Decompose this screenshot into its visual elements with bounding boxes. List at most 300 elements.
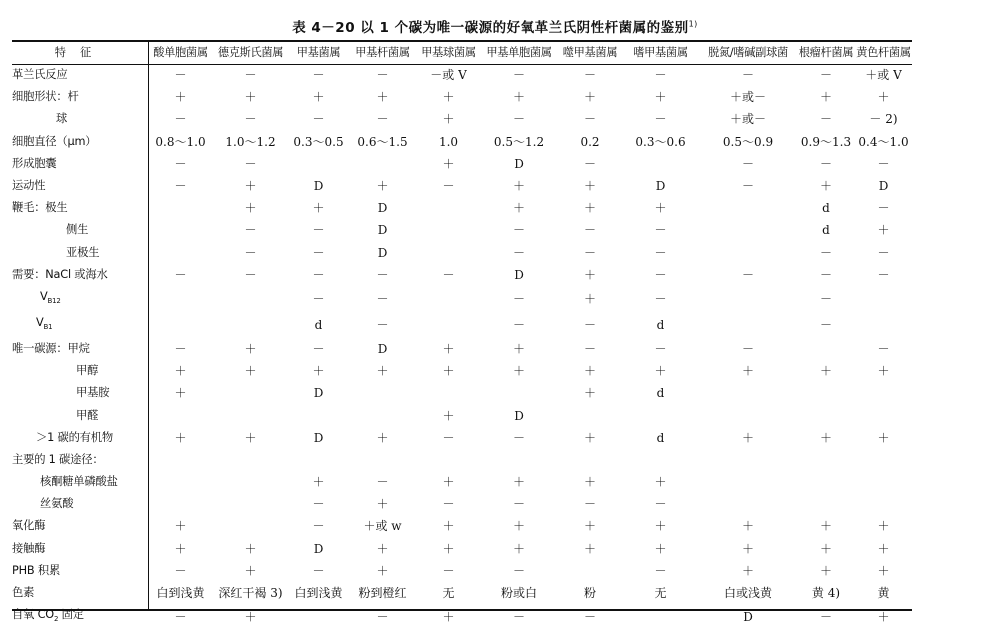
table-cell: － bbox=[312, 519, 325, 534]
table-cell: ＋ bbox=[654, 541, 667, 556]
row-label: 丝氨酸 bbox=[40, 497, 74, 511]
table-cell: ＋ bbox=[244, 341, 257, 356]
table-cell: － bbox=[312, 341, 325, 356]
table-cell bbox=[349, 153, 416, 175]
table-cell: ＋ bbox=[583, 291, 596, 306]
table-cell bbox=[416, 197, 481, 219]
table-cell: ＋ bbox=[442, 156, 455, 171]
table-cell: ＋ bbox=[877, 223, 890, 238]
table-cell: － bbox=[654, 245, 667, 260]
table-cell: － bbox=[654, 267, 667, 282]
row-label: 需要：NaCl 或海水 bbox=[12, 267, 108, 281]
table-cell bbox=[288, 604, 349, 630]
table-row bbox=[12, 131, 913, 153]
table-cell: － bbox=[512, 610, 525, 625]
table-cell: ＋ bbox=[512, 201, 525, 216]
table-cell: － bbox=[312, 291, 325, 306]
table-cell bbox=[798, 493, 854, 515]
table-cell: ＋ bbox=[442, 341, 455, 356]
table-cell: ＋ bbox=[654, 201, 667, 216]
table-cell bbox=[623, 153, 698, 175]
table-cell: d bbox=[314, 317, 323, 332]
table-cell bbox=[798, 338, 854, 360]
table-cell: ＋ bbox=[877, 430, 890, 445]
table-cell: ＋ bbox=[376, 541, 389, 556]
table-row bbox=[12, 404, 913, 426]
table-cell: ＋ bbox=[741, 563, 754, 578]
table-cell: 粉到橙红 bbox=[358, 586, 407, 601]
table-cell: ＋ bbox=[877, 563, 890, 578]
table-cell: － bbox=[174, 267, 187, 282]
table-cell: D bbox=[377, 223, 388, 238]
table-cell: － bbox=[174, 112, 187, 127]
table-cell: － bbox=[583, 610, 596, 625]
table-cell bbox=[213, 449, 288, 471]
table-cell bbox=[854, 286, 913, 312]
header-row bbox=[12, 40, 913, 64]
table-row bbox=[12, 604, 913, 630]
table-cell: D bbox=[878, 179, 889, 194]
table-cell: ＋ bbox=[819, 430, 832, 445]
table-cell: － bbox=[583, 156, 596, 171]
table-cell: 黄 4) bbox=[811, 586, 841, 601]
table-cell: ＋ bbox=[244, 90, 257, 105]
table-cell bbox=[698, 471, 798, 493]
table-cell bbox=[623, 404, 698, 426]
table-cell: ＋ bbox=[583, 179, 596, 194]
table-cell: ＋ bbox=[877, 364, 890, 379]
table-cell: － bbox=[442, 430, 455, 445]
table-cell: 0.3～0.5 bbox=[293, 134, 344, 149]
table-cell bbox=[854, 404, 913, 426]
table-cell: ＋ bbox=[244, 430, 257, 445]
table-cell bbox=[349, 382, 416, 404]
table-cell: － bbox=[512, 563, 525, 578]
table-cell: 粉 bbox=[583, 586, 596, 601]
table-cell: ＋ bbox=[512, 179, 525, 194]
table-cell: － bbox=[312, 223, 325, 238]
table-cell: ＋ bbox=[819, 563, 832, 578]
table-cell: ＋ bbox=[312, 475, 325, 490]
table-row bbox=[12, 175, 913, 197]
table-cell bbox=[349, 404, 416, 426]
row-label: 甲醇 bbox=[76, 364, 99, 378]
genus-header: 噬甲基菌属 bbox=[562, 46, 618, 59]
table-cell: ＋ bbox=[512, 364, 525, 379]
table-cell bbox=[148, 242, 213, 264]
table-cell: ＋ bbox=[583, 90, 596, 105]
table-cell: － bbox=[583, 497, 596, 512]
table-cell: 0.9～1.3 bbox=[800, 134, 852, 149]
table-row bbox=[12, 382, 913, 404]
table-cell: － bbox=[583, 245, 596, 260]
table-cell: － bbox=[512, 112, 525, 127]
row-label: 形成胞囊 bbox=[12, 156, 57, 170]
table-cell: ＋ bbox=[174, 430, 187, 445]
table-cell: ＋ bbox=[174, 519, 187, 534]
table-cell bbox=[416, 242, 481, 264]
row-label: 甲基胺 bbox=[76, 386, 110, 400]
table-cell: ＋ bbox=[244, 563, 257, 578]
table-cell: ＋或－ bbox=[729, 90, 766, 105]
table-cell: － bbox=[819, 112, 832, 127]
table-row bbox=[12, 471, 913, 493]
table-cell: ＋ bbox=[877, 519, 890, 534]
table-cell: D bbox=[313, 541, 324, 556]
table-cell: d bbox=[656, 317, 665, 332]
table-cell bbox=[557, 560, 623, 582]
table-cell: ＋ bbox=[654, 475, 667, 490]
table-cell bbox=[557, 449, 623, 471]
table-cell: － bbox=[244, 156, 257, 171]
table-cell: － bbox=[583, 223, 596, 238]
table-cell: 0.6～1.5 bbox=[357, 134, 408, 149]
table-cell bbox=[148, 286, 213, 312]
table-cell: ＋ bbox=[654, 519, 667, 534]
table-cell bbox=[213, 493, 288, 515]
genus-header: 甲基杆菌属 bbox=[355, 46, 410, 59]
table-cell bbox=[481, 382, 557, 404]
table-cell: ＋ bbox=[583, 267, 596, 282]
table-cell: ＋ bbox=[583, 430, 596, 445]
table-cell bbox=[698, 382, 798, 404]
table-cell bbox=[416, 449, 481, 471]
table-cell: － bbox=[819, 245, 832, 260]
table-cell bbox=[623, 449, 698, 471]
table-cell: ＋ bbox=[819, 519, 832, 534]
table-cell: ＋ bbox=[583, 386, 596, 401]
table-cell: － bbox=[654, 68, 667, 83]
table-cell: － bbox=[819, 156, 832, 171]
table-cell: － bbox=[741, 179, 754, 194]
table-cell bbox=[854, 493, 913, 515]
table-cell: D bbox=[655, 179, 666, 194]
table-cell: － bbox=[512, 430, 525, 445]
table-title bbox=[0, 16, 990, 36]
table-cell: ＋ bbox=[819, 90, 832, 105]
table-cell: ＋ bbox=[312, 201, 325, 216]
table-row bbox=[12, 427, 913, 449]
table-title-text: 表 4－20 以 1 个碳为唯一碳源的好氧革兰氏阴性杆菌属的鉴别 bbox=[292, 20, 689, 36]
table-cell: － bbox=[376, 610, 389, 625]
table-cell: D bbox=[743, 610, 753, 625]
table-row bbox=[12, 153, 913, 175]
table-cell: ＋ bbox=[512, 90, 525, 105]
table-cell: － bbox=[877, 201, 890, 216]
table-cell bbox=[148, 449, 213, 471]
table-cell: ＋ bbox=[442, 610, 455, 625]
table-cell: ＋ bbox=[877, 90, 890, 105]
table-cell: － bbox=[174, 68, 187, 83]
table-cell: － bbox=[512, 68, 525, 83]
table-row bbox=[12, 64, 913, 86]
table-cell: 无 bbox=[442, 586, 455, 601]
table-cell: 1.0～1.2 bbox=[225, 134, 276, 149]
table-cell: － bbox=[312, 112, 325, 127]
row-label: 细胞形状：杆 bbox=[12, 90, 79, 104]
table-cell: ＋ bbox=[174, 386, 187, 401]
row-label: 球 bbox=[56, 112, 68, 126]
table-cell: D bbox=[313, 430, 324, 445]
table-cell: 无 bbox=[654, 586, 667, 601]
table-cell bbox=[798, 449, 854, 471]
table-cell: D bbox=[313, 386, 324, 401]
table-cell: ＋ bbox=[376, 364, 389, 379]
row-label: 接触酶 bbox=[12, 541, 46, 555]
table-cell bbox=[798, 471, 854, 493]
table-cell: ＋ bbox=[442, 112, 455, 127]
table-cell: ＋或 w bbox=[363, 519, 402, 534]
table-cell: D bbox=[514, 408, 524, 423]
table-cell: ＋ bbox=[442, 408, 455, 423]
table-cell: － bbox=[819, 291, 832, 306]
table-cell bbox=[481, 449, 557, 471]
table-cell: ＋ bbox=[244, 201, 257, 216]
table-cell: － bbox=[376, 68, 389, 83]
genus-header: 根瘤杆菌属 bbox=[798, 46, 854, 59]
table-cell: ＋ bbox=[877, 610, 890, 625]
table-cell bbox=[854, 471, 913, 493]
table-cell: d bbox=[822, 223, 830, 238]
table-cell: － bbox=[819, 68, 832, 83]
table-cell: 1.0 bbox=[438, 134, 459, 149]
table-cell: － bbox=[819, 610, 832, 625]
identification-table bbox=[12, 40, 913, 630]
table-cell: ＋ bbox=[312, 90, 325, 105]
row-label: $V_{B1}$ bbox=[36, 315, 53, 331]
table-cell: D bbox=[313, 179, 324, 194]
table-cell bbox=[698, 242, 798, 264]
table-cell: － bbox=[512, 497, 525, 512]
table-cell: － bbox=[741, 68, 754, 83]
table-cell: ＋ bbox=[376, 563, 389, 578]
table-cell: － bbox=[376, 267, 389, 282]
table-cell: D bbox=[377, 201, 388, 216]
table-cell: － bbox=[442, 563, 455, 578]
table-cell: 0.8～1.0 bbox=[155, 134, 206, 149]
table-cell bbox=[349, 449, 416, 471]
table-cell: － bbox=[654, 291, 667, 306]
table-cell: － bbox=[174, 563, 187, 578]
row-label: PHB 积累 bbox=[12, 563, 61, 577]
table-cell bbox=[798, 382, 854, 404]
table-cell bbox=[698, 197, 798, 219]
table-cell bbox=[213, 404, 288, 426]
table-cell: － bbox=[512, 223, 525, 238]
row-label: 革兰氏反应 bbox=[12, 68, 68, 82]
table-cell bbox=[213, 382, 288, 404]
table-cell: － bbox=[174, 610, 187, 625]
table-cell: － bbox=[819, 267, 832, 282]
table-cell: ＋ bbox=[512, 541, 525, 556]
table-cell: － bbox=[654, 341, 667, 356]
table-cell: D bbox=[514, 267, 524, 282]
table-cell: － bbox=[376, 112, 389, 127]
table-cell bbox=[148, 493, 213, 515]
table-cell: ＋ bbox=[819, 541, 832, 556]
table-cell: ＋ bbox=[376, 430, 389, 445]
row-label: 核酮糖单磷酸盐 bbox=[40, 475, 118, 489]
table-cell: ＋ bbox=[244, 364, 257, 379]
table-cell: ＋ bbox=[442, 364, 455, 379]
table-cell bbox=[148, 404, 213, 426]
table-cell bbox=[854, 449, 913, 471]
table-cell: 白到浅黄 bbox=[294, 586, 343, 601]
table-row bbox=[12, 582, 913, 604]
table-cell: －或 V bbox=[430, 68, 467, 83]
table-cell: － bbox=[312, 68, 325, 83]
table-cell: d bbox=[656, 386, 665, 401]
table-row bbox=[12, 219, 913, 241]
row-label: 氧化酶 bbox=[12, 519, 46, 533]
table-row bbox=[12, 360, 913, 382]
table-cell bbox=[213, 515, 288, 537]
table-cell: － bbox=[583, 341, 596, 356]
table-cell: 0.5～0.9 bbox=[722, 134, 774, 149]
row-label: 色素 bbox=[12, 586, 35, 600]
table-cell: － bbox=[312, 497, 325, 512]
table-cell: ＋或－ bbox=[729, 112, 766, 127]
table-cell: － bbox=[244, 223, 257, 238]
table-cell: ＋ bbox=[741, 541, 754, 556]
table-cell: － bbox=[442, 497, 455, 512]
table-cell: ＋ bbox=[174, 541, 187, 556]
table-cell: ＋ bbox=[376, 179, 389, 194]
table-cell: ＋ bbox=[244, 179, 257, 194]
table-cell: － bbox=[819, 317, 832, 332]
table-cell bbox=[698, 219, 798, 241]
table-cell bbox=[698, 449, 798, 471]
table-cell: ＋ bbox=[244, 610, 257, 625]
table-cell: 黄 bbox=[877, 586, 890, 601]
table-cell: ＋ bbox=[512, 519, 525, 534]
table-cell bbox=[213, 286, 288, 312]
genus-header: 甲基菌属 bbox=[296, 46, 341, 59]
table-title-note: 1) bbox=[688, 19, 698, 29]
table-cell: ＋ bbox=[819, 364, 832, 379]
table-cell bbox=[288, 449, 349, 471]
table-cell: － bbox=[442, 179, 455, 194]
table-cell: ＋ bbox=[741, 430, 754, 445]
table-cell bbox=[798, 404, 854, 426]
row-label: 甲醛 bbox=[76, 408, 99, 422]
table-cell: D bbox=[377, 341, 388, 356]
table-cell: ＋ bbox=[583, 364, 596, 379]
row-label: 侧生 bbox=[66, 223, 89, 237]
table-cell: ＋ bbox=[583, 475, 596, 490]
table-cell: ＋ bbox=[741, 364, 754, 379]
table-cell: ＋ bbox=[512, 475, 525, 490]
table-body bbox=[12, 64, 913, 630]
table-cell: － bbox=[877, 341, 890, 356]
table-cell: ＋ bbox=[442, 90, 455, 105]
table-cell: － bbox=[376, 475, 389, 490]
table-cell bbox=[698, 404, 798, 426]
table-cell bbox=[416, 219, 481, 241]
table-cell: － bbox=[583, 112, 596, 127]
table-cell bbox=[416, 382, 481, 404]
genus-header: 酸单胞菌属 bbox=[153, 46, 208, 59]
row-label: $V_{B12}$ bbox=[40, 289, 61, 305]
table-cell: ＋ bbox=[174, 364, 187, 379]
table-cell bbox=[288, 404, 349, 426]
table-row bbox=[12, 493, 913, 515]
table-row bbox=[12, 312, 913, 338]
table-cell bbox=[148, 312, 213, 338]
table-cell: － bbox=[244, 112, 257, 127]
table-cell bbox=[148, 219, 213, 241]
table-cell bbox=[213, 312, 288, 338]
table-cell bbox=[623, 604, 698, 630]
table-cell: ＋ bbox=[312, 364, 325, 379]
genus-header: 德克斯氏菌属 bbox=[217, 46, 284, 59]
table-cell: － bbox=[312, 267, 325, 282]
table-cell bbox=[288, 153, 349, 175]
table-cell: ＋ bbox=[877, 541, 890, 556]
table-cell: ＋ bbox=[819, 179, 832, 194]
table-cell bbox=[148, 471, 213, 493]
table-cell: － bbox=[741, 341, 754, 356]
table-cell: － bbox=[376, 291, 389, 306]
table-cell: － bbox=[877, 245, 890, 260]
row-label: 鞭毛：极生 bbox=[12, 201, 68, 215]
table-cell bbox=[854, 382, 913, 404]
table-cell: － bbox=[312, 245, 325, 260]
table-cell: 粉或白 bbox=[500, 586, 537, 601]
table-cell: － 2) bbox=[869, 112, 898, 127]
table-cell: D bbox=[514, 156, 524, 171]
table-cell: － bbox=[512, 291, 525, 306]
genus-header: 脱氮/嗜碱副球菌 bbox=[708, 46, 788, 59]
row-label: 自氧 $CO_2$ 固定 bbox=[12, 608, 84, 624]
table-cell: － bbox=[877, 156, 890, 171]
table-cell bbox=[698, 493, 798, 515]
table-row bbox=[12, 264, 913, 286]
table-cell: － bbox=[312, 563, 325, 578]
table-cell: 0.3～0.6 bbox=[635, 134, 686, 149]
table-cell: － bbox=[583, 317, 596, 332]
table-cell: 白到浅黄 bbox=[156, 586, 205, 601]
table-cell: － bbox=[376, 317, 389, 332]
genus-header: 甲基球菌属 bbox=[421, 46, 476, 59]
table-cell: ＋ bbox=[512, 341, 525, 356]
table-cell bbox=[698, 286, 798, 312]
table-row bbox=[12, 242, 913, 264]
table-cell: D bbox=[377, 245, 388, 260]
table-cell: － bbox=[244, 68, 257, 83]
table-cell bbox=[854, 312, 913, 338]
table-cell: － bbox=[174, 156, 187, 171]
table-cell: － bbox=[741, 267, 754, 282]
table-cell: ＋ bbox=[654, 364, 667, 379]
genus-header: 嗜甲基菌属 bbox=[633, 46, 688, 59]
table-row bbox=[12, 86, 913, 108]
table-cell: － bbox=[512, 317, 525, 332]
table-cell: － bbox=[174, 341, 187, 356]
table-cell: 0.2 bbox=[580, 134, 600, 149]
table-cell: － bbox=[654, 223, 667, 238]
table-cell: d bbox=[822, 201, 830, 216]
table-cell: ＋ bbox=[174, 90, 187, 105]
row-label: 主要的 1 碳途径： bbox=[12, 452, 104, 466]
table-row bbox=[12, 538, 913, 560]
table-cell: 深红干褐 3) bbox=[218, 586, 283, 601]
table-cell: － bbox=[174, 179, 187, 194]
table-cell: － bbox=[442, 267, 455, 282]
table-cell bbox=[557, 404, 623, 426]
table-cell: ＋ bbox=[442, 541, 455, 556]
table-cell: ＋ bbox=[583, 541, 596, 556]
